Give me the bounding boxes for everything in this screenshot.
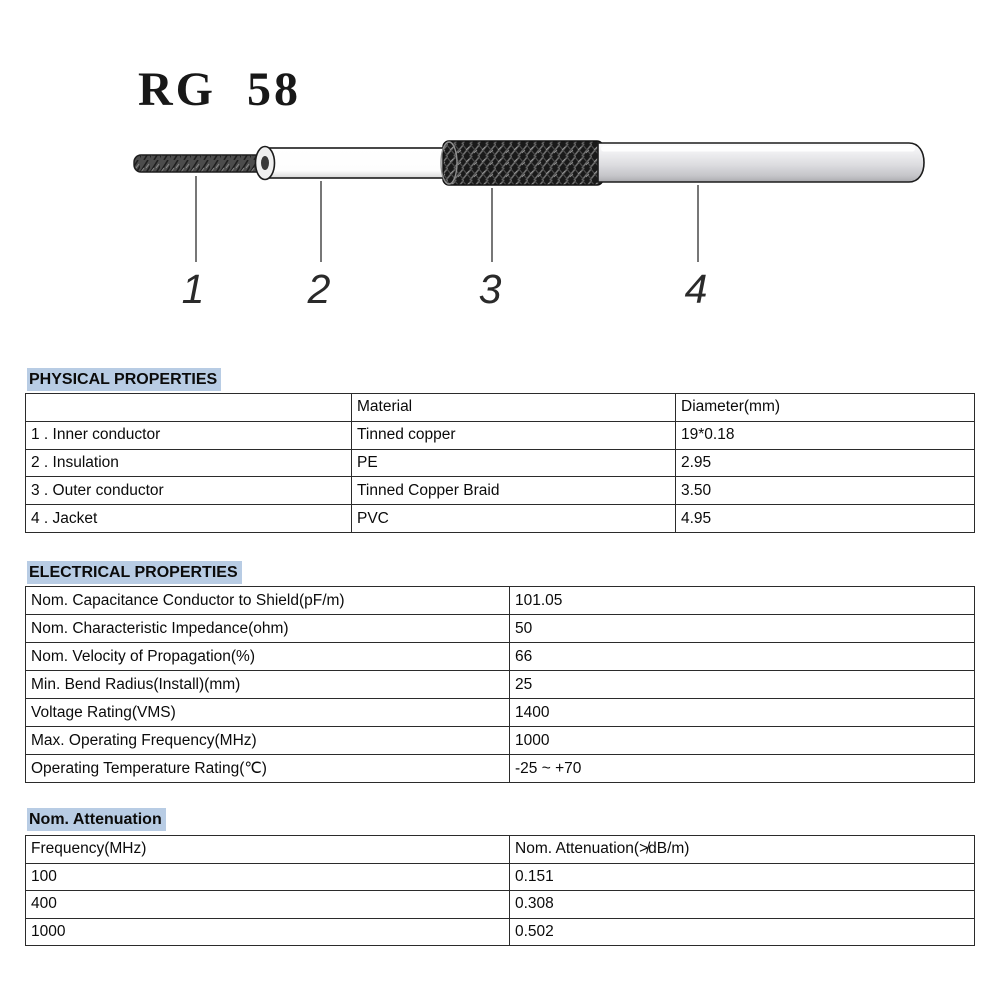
material-value: PE	[352, 449, 676, 477]
frequency-value: 100	[26, 863, 510, 891]
column-header-frequency: Frequency(MHz)	[26, 836, 510, 864]
leader-lines	[196, 176, 698, 262]
property-value: 66	[510, 643, 975, 671]
attenuation-heading: Nom. Attenuation	[27, 808, 166, 831]
table-row	[26, 477, 975, 505]
property-value: 25	[510, 671, 975, 699]
conductor-endface	[261, 156, 269, 170]
outer-conductor-graphic	[441, 141, 603, 185]
table-header-row	[26, 836, 975, 864]
table-row	[26, 891, 975, 919]
property-label: Operating Temperature Rating(℃)	[26, 755, 510, 783]
callout-label-2: 2	[307, 266, 331, 312]
property-label: Nom. Velocity of Propagation(%)	[26, 643, 510, 671]
callout-label-1: 1	[181, 266, 205, 312]
diameter-value: 4.95	[676, 505, 975, 533]
row-label: 1 . Inner conductor	[26, 421, 352, 449]
electrical-properties-heading: ELECTRICAL PROPERTIES	[27, 561, 242, 584]
table-row	[26, 505, 975, 533]
table-row	[26, 727, 975, 755]
inner-conductor-graphic	[134, 155, 269, 172]
callout-label-3: 3	[478, 266, 502, 312]
table-row	[26, 449, 975, 477]
column-header-material: Material	[352, 394, 676, 422]
callout-label-4: 4	[684, 266, 708, 312]
table-row	[26, 755, 975, 783]
frequency-value: 1000	[26, 918, 510, 946]
property-value: 50	[510, 615, 975, 643]
table-row	[26, 615, 975, 643]
cable-diagram	[0, 0, 1000, 340]
material-value: Tinned copper	[352, 421, 676, 449]
frequency-value: 400	[26, 891, 510, 919]
property-value: 1000	[510, 727, 975, 755]
jacket-graphic	[598, 143, 924, 182]
attenuation-value: 0.502	[510, 918, 975, 946]
attenuation-value: 0.308	[510, 891, 975, 919]
row-label: 4 . Jacket	[26, 505, 352, 533]
property-label: Voltage Rating(VMS)	[26, 699, 510, 727]
property-value: 101.05	[510, 587, 975, 615]
property-label: Nom. Capacitance Conductor to Shield(pF/m)	[26, 587, 510, 615]
property-value: 1400	[510, 699, 975, 727]
table-row	[26, 671, 975, 699]
property-label: Min. Bend Radius(Install)(mm)	[26, 671, 510, 699]
diameter-value: 2.95	[676, 449, 975, 477]
attenuation-value: 0.151	[510, 863, 975, 891]
table-row	[26, 421, 975, 449]
property-value: -25 ~ +70	[510, 755, 975, 783]
diameter-value: 3.50	[676, 477, 975, 505]
jacket-highlight	[601, 146, 915, 152]
physical-properties-heading: PHYSICAL PROPERTIES	[27, 368, 221, 391]
table-row	[26, 863, 975, 891]
table-row	[26, 587, 975, 615]
insulation-graphic	[256, 147, 449, 180]
diameter-value: 19*0.18	[676, 421, 975, 449]
column-header-diameter: Diameter(mm)	[676, 394, 975, 422]
electrical-properties-table	[25, 586, 975, 783]
property-label: Max. Operating Frequency(MHz)	[26, 727, 510, 755]
column-header-blank	[26, 394, 352, 422]
table-row	[26, 918, 975, 946]
property-label: Nom. Characteristic Impedance(ohm)	[26, 615, 510, 643]
table-row	[26, 699, 975, 727]
attenuation-table	[25, 835, 975, 946]
material-value: Tinned Copper Braid	[352, 477, 676, 505]
row-label: 2 . Insulation	[26, 449, 352, 477]
page-title: RG 58	[138, 63, 301, 116]
table-row	[26, 643, 975, 671]
column-header-attenuation: Nom. Attenuation(≯dB/m)	[510, 836, 975, 864]
table-header-row	[26, 394, 975, 422]
row-label: 3 . Outer conductor	[26, 477, 352, 505]
material-value: PVC	[352, 505, 676, 533]
physical-properties-table	[25, 393, 975, 533]
